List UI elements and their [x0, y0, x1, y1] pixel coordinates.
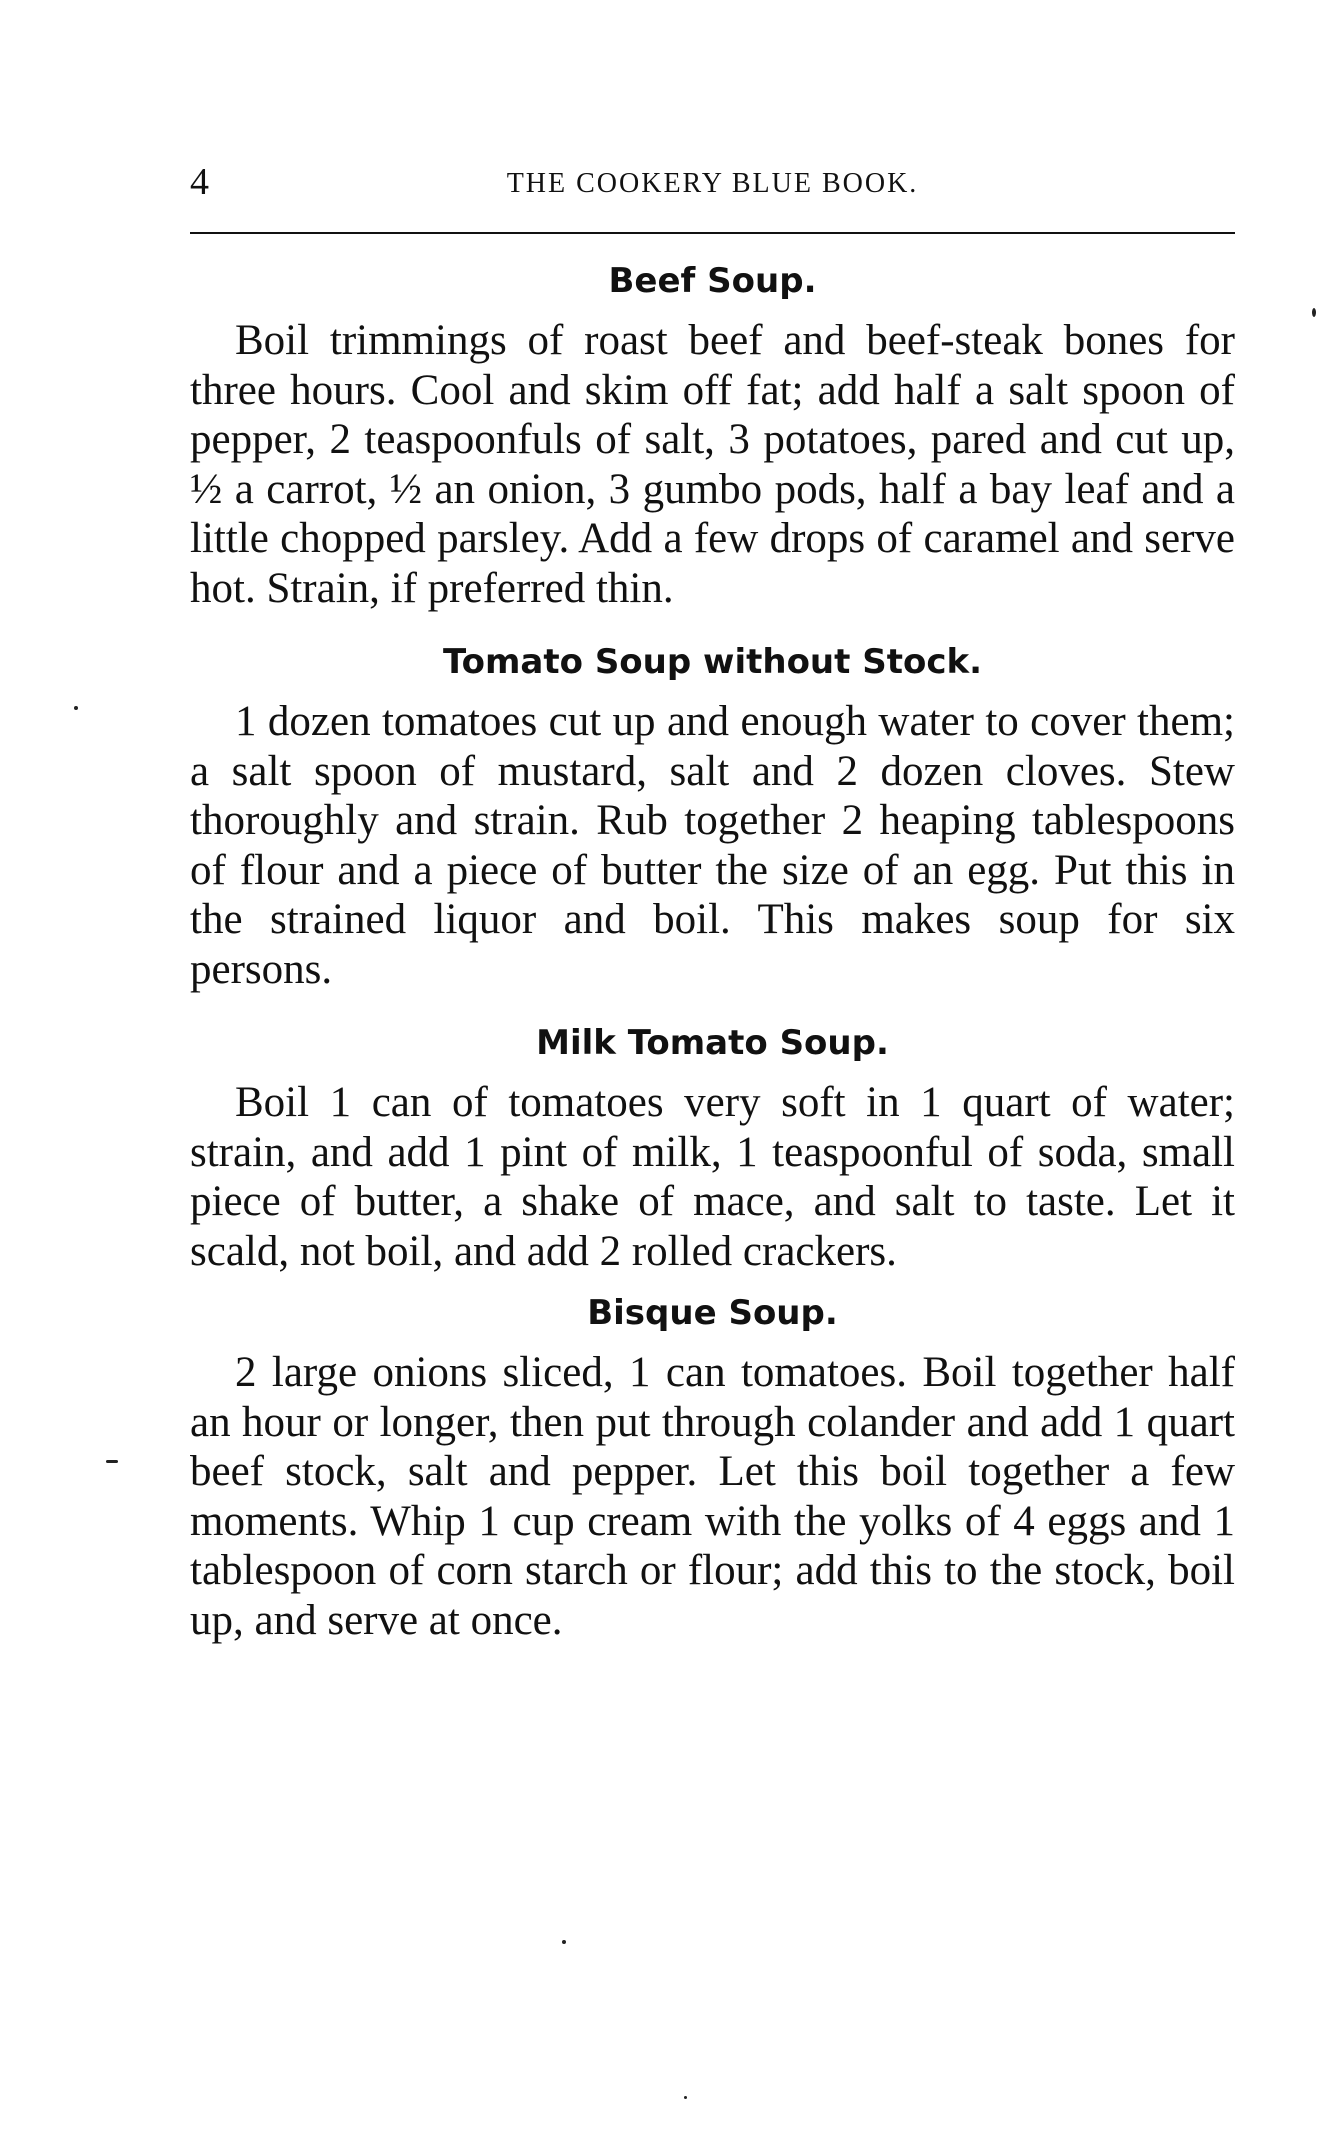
recipe-beef-soup	[190, 260, 1235, 613]
recipe-title: Tomato Soup without Stock.	[442, 642, 983, 682]
recipe-text: 1 dozen tomatoes cut up and enough water to cover them; a salt spoon of mustard, salt and 2 dozen cloves. Stew thoroughly and strain. Rub together 2 heaping tablespoons of flour and a piece of butter the size of an egg. Put this in the strained liquor and boil. This makes soup for six persons.	[190, 698, 1235, 993]
scan-speck	[74, 706, 78, 710]
recipe-text: 2 large onions sliced, 1 can tomatoes. Boil together half an hour or longer, then put through colander and add 1 quart beef stock, salt and pepper. Let this boil together a few moments. Whip 1 cup cream with the yolks of 4 eggs and 1 tablespoon of corn starch or flour; add this to the stock, boil up, and serve at once.	[190, 1349, 1235, 1644]
page-number: 4	[190, 161, 209, 203]
recipe-title: Beef Soup.	[608, 261, 817, 301]
book-page	[190, 150, 1235, 1673]
scan-speck	[1312, 308, 1316, 317]
recipe-tomato-soup-without-stock	[190, 641, 1235, 994]
scan-speck	[684, 2096, 687, 2099]
recipe-title: Milk Tomato Soup.	[536, 1023, 889, 1063]
scan-speck	[106, 1460, 118, 1463]
running-head	[190, 150, 1235, 210]
recipe-bisque-soup	[190, 1292, 1235, 1645]
recipe-title: Bisque Soup.	[587, 1293, 838, 1333]
recipe-milk-tomato-soup	[190, 1022, 1235, 1276]
recipe-text: Boil 1 can of tomatoes very soft in 1 quart of water; strain, and add 1 pint of milk, 1 teaspoonful of soda, small piece of butter, a shake of mace, and salt to taste. Let it scald, not boil, and add 2 rolled crackers.	[190, 1079, 1235, 1275]
book-title: THE COOKERY BLUE BOOK.	[506, 168, 919, 199]
header-rule	[190, 232, 1235, 234]
recipe-text: Boil trimmings of roast beef and beef-steak bones for three hours. Cool and skim off fat; add half a salt spoon of pepper, 2 teaspoonfuls of salt, 3 potatoes, pared and cut up, ½ a carrot, ½ an onion, 3 gumbo pods, half a bay leaf and a little chopped parsley. Add a few drops of caramel and serve hot. Strain, if preferred thin.	[190, 317, 1235, 612]
scan-speck	[562, 1940, 566, 1944]
